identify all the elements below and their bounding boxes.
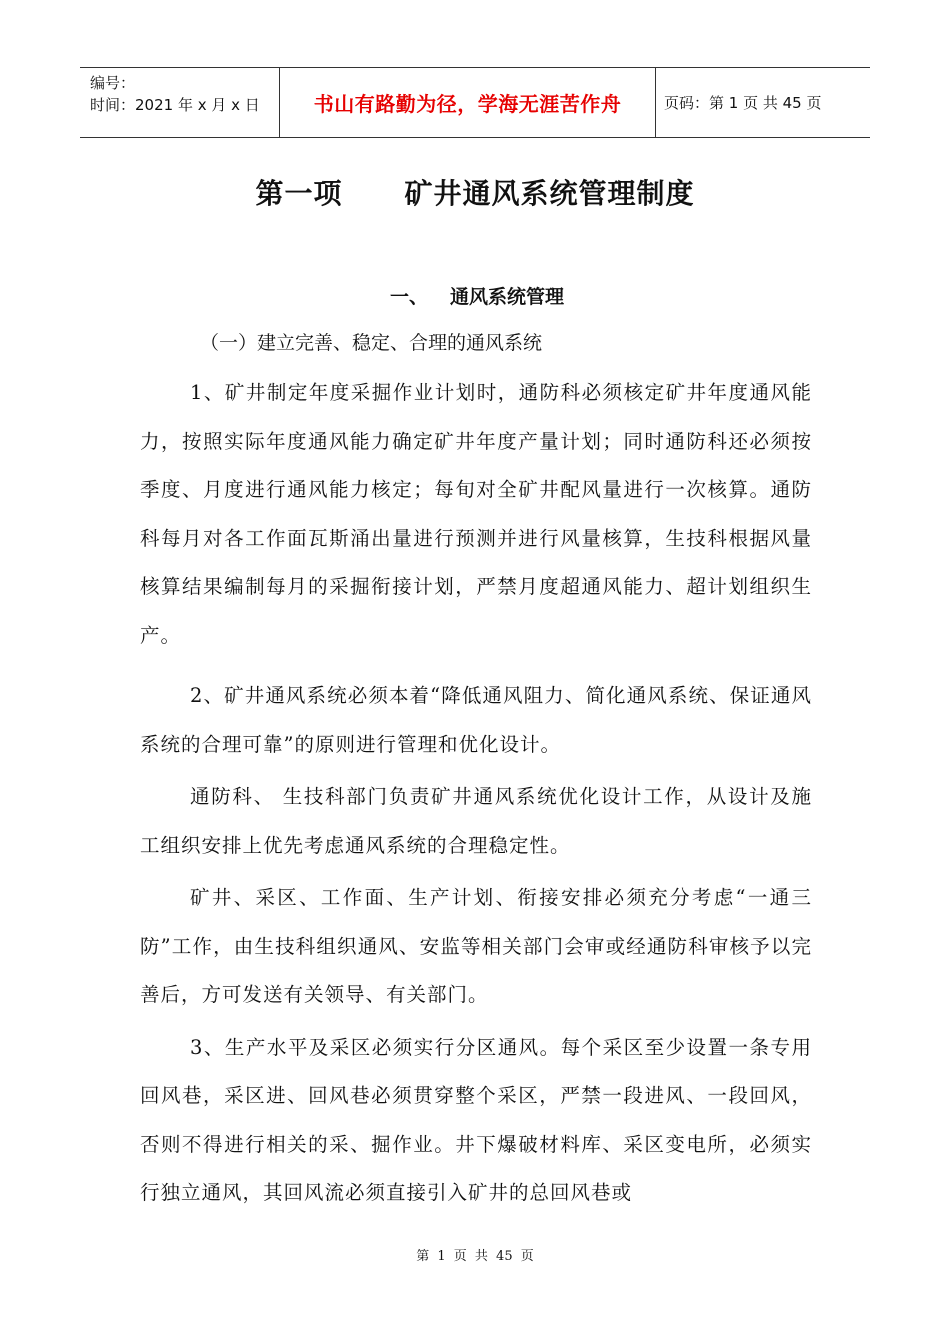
title-part-name: 矿井通风系统管理制度 [404, 177, 695, 210]
header-meta-cell [80, 68, 280, 137]
header-motto: 书山有路勤为径，学海无涯苦作舟 [280, 68, 656, 137]
header-page-info: 页码：第 1 页 共 45 页 [664, 94, 822, 112]
paragraph: 矿井、采区、工作面、生产计划、衔接安排必须充分考虑“一通三防”工作，由生技科组织通风、安监等相关部门会审或经通防科审核予以完善后，方可发送有关领导、有关部门。 [140, 886, 812, 1006]
section-title: 通风系统管理 [450, 286, 565, 308]
page-footer: 第 1 页 共 45 页 [416, 1249, 534, 1264]
paragraph: 2、矿井通风系统必须本着“降低通风阻力、简化通风系统、保证通风系统的合理可靠”的原则进行管理和优化设计。 [140, 684, 812, 756]
paragraph: 通防科、 生技科部门负责矿井通风系统优化设计工作，从设计及施工组织安排上优先考虑通风系统的合理稳定性。 [140, 785, 812, 857]
section-number: 一、 [390, 286, 429, 308]
document-header [80, 67, 870, 138]
subsection-heading: （一）建立完善、稳定、合理的通风系统 [200, 332, 543, 354]
document-number-label: 编号： [90, 74, 136, 92]
document-title [0, 172, 950, 212]
title-part-number: 第一项 [255, 177, 343, 210]
body-text [140, 369, 812, 1230]
document-date: 时间：2021 年 x 月 x 日 [90, 96, 260, 114]
paragraph: 3、生产水平及采区必须实行分区通风。每个采区至少设置一条专用回风巷，采区进、回风巷必须贯穿整个采区，严禁一段进风、一段回风，否则不得进行相关的采、掘作业。井下爆破材料库、采区变电所，必须实行独立通风，其回风流必须直接引入矿井的总回风巷或 [140, 1035, 812, 1204]
paragraph: 1、矿井制定年度采掘作业计划时，通防科必须核定矿井年度通风能力，按照实际年度通风能力确定矿井年度产量计划；同时通防科还必须按季度、月度进行通风能力核定；每旬对全矿井配风量进行一次核算。通防科每月对各工作面瓦斯涌出量进行预测并进行风量核算，生技科根据风量核算结果编制每月的采掘衔接计划，严禁月度超通风能力、超计划组织生产。 [140, 381, 812, 647]
section-heading [390, 282, 564, 309]
